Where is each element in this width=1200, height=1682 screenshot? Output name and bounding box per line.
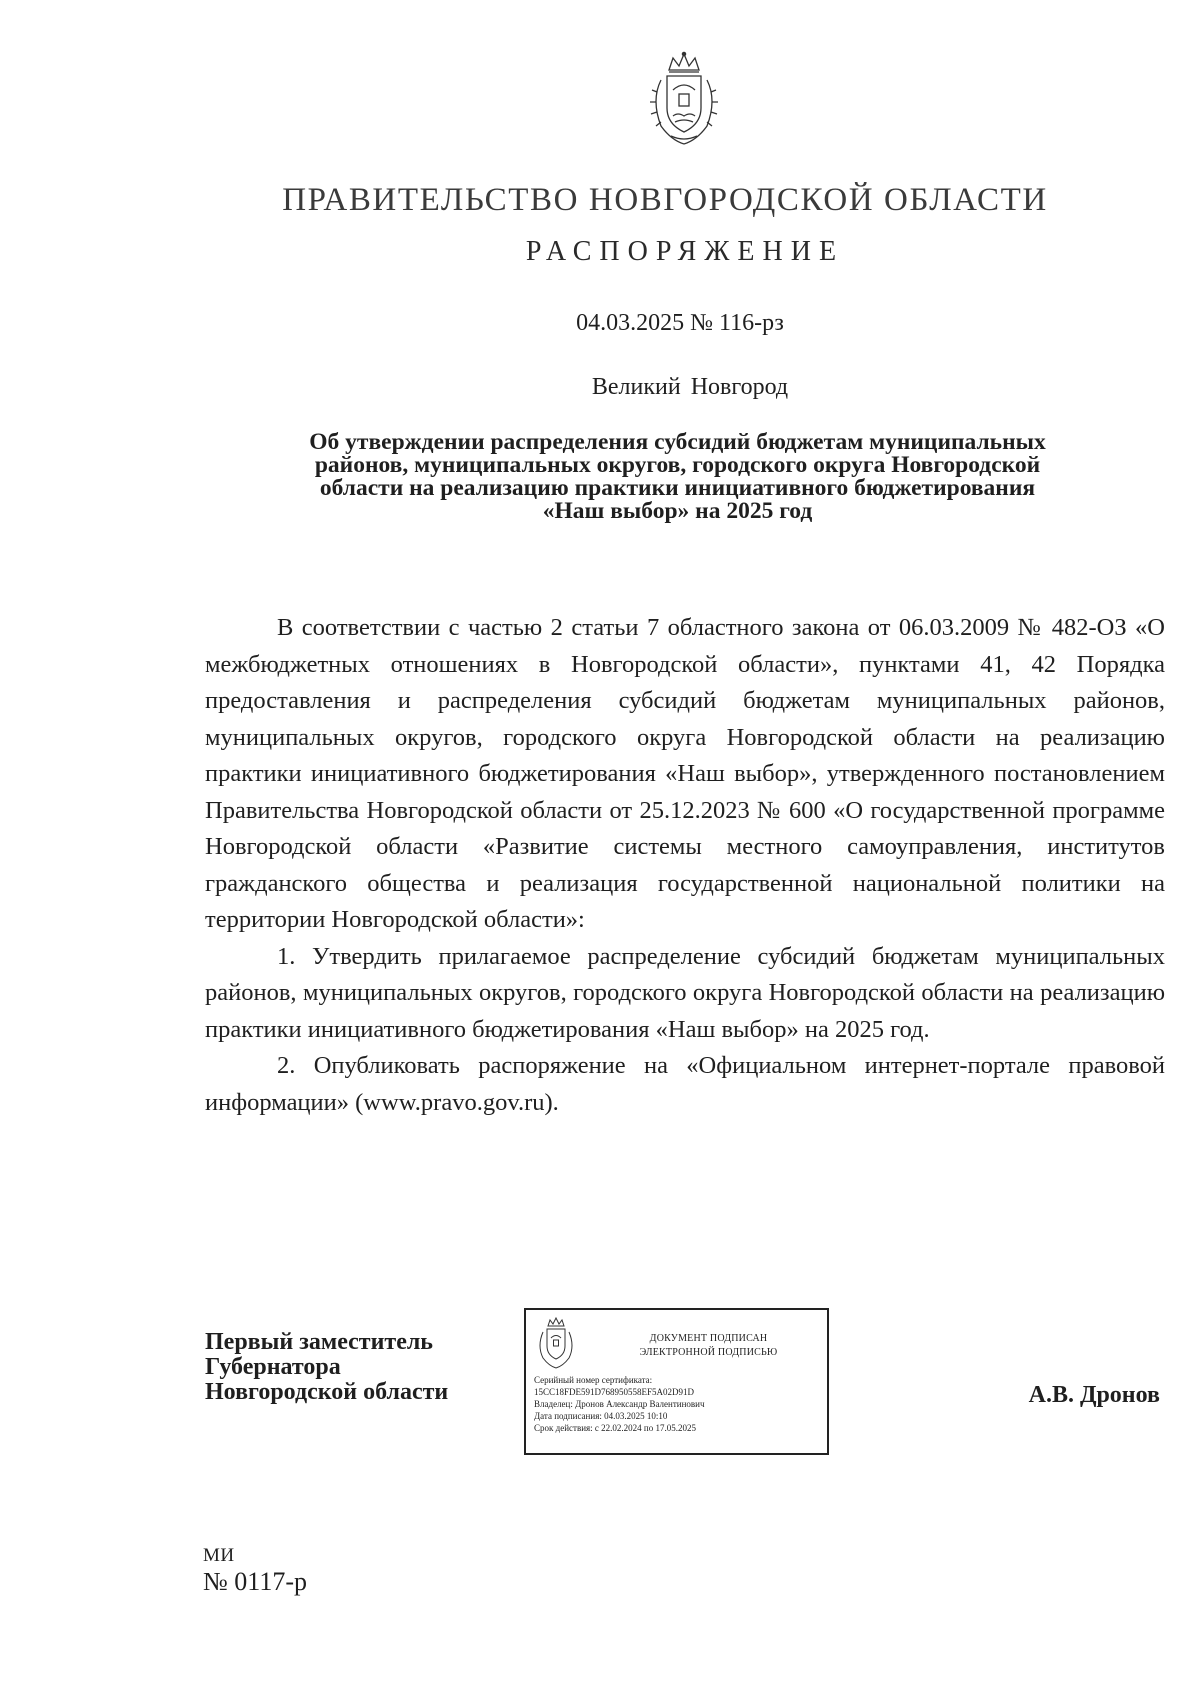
document-place: Великий Новгород	[591, 374, 789, 400]
electronic-signature-stamp	[524, 1308, 829, 1455]
document-type: РАСПОРЯЖЕНИЕ	[525, 236, 845, 267]
novgorod-coat-of-arms-icon	[643, 50, 725, 148]
preamble-paragraph: В соответствии с частью 2 статьи 7 областного закона от 06.03.2009 № 482-ОЗ «О межбюджетных отношениях в Новгородской области», пунктами 41, 42 Порядка предоставления и распределения субсидий бюджетам муниципальных районов, муниципальных округов, городского округа Новгородской области на реализацию практики инициативного бюджетирования «Наш выбор», утвержденного постановлением Правительства Новгородской области от 25.12.2023 № 600 «О государственной программе Новгородской области «Развитие системы местного самоуправления, институтов гражданского общества и реализация государственной национальной политики на территории Новгородской области»:	[205, 614, 1165, 933]
signatory-position-line: Первый заместитель	[205, 1329, 433, 1355]
document-date-number: 04.03.2025 № 116-рз	[576, 310, 784, 336]
stamp-heading-line: ДОКУМЕНТ ПОДПИСАН	[649, 1333, 768, 1344]
document-title-line: «Наш выбор» на 2025 год	[542, 498, 813, 524]
stamp-details	[534, 1374, 824, 1434]
document-title-line: Об утверждении распределения субсидий бюджетам муниципальных	[309, 429, 1046, 455]
signatory-position	[205, 1330, 505, 1405]
certificate-owner: Владелец: Дронов Александр Валентинович	[534, 1399, 705, 1409]
government-name: ПРАВИТЕЛЬСТВО НОВГОРОДСКОЙ ОБЛАСТИ	[282, 182, 1048, 218]
document-title-line: районов, муниципальных округов, городского округа Новгородской	[314, 452, 1041, 478]
executor-initials: МИ	[203, 1545, 235, 1566]
novgorod-coat-of-arms-icon	[534, 1316, 578, 1370]
registration-number: № 0117-р	[203, 1567, 307, 1596]
certificate-label: Серийный номер сертификата:	[534, 1375, 653, 1385]
document-body	[205, 610, 1165, 1121]
signatory-position-line: Новгородской области	[205, 1379, 449, 1405]
stamp-heading	[596, 1332, 821, 1360]
stamp-heading-line: ЭЛЕКТРОННОЙ ПОДПИСЬЮ	[639, 1347, 778, 1358]
item-1-paragraph: 1. Утвердить прилагаемое распределение субсидий бюджетам муниципальных районов, муниципальных округов, городского округа Новгородской области на реализацию практики инициативного бюджетирования «Наш выбор» на 2025 год.	[205, 942, 1165, 1043]
signatory-name: А.В. Дронов	[1028, 1382, 1160, 1408]
registration-note	[203, 1545, 307, 1597]
certificate-serial: 15CC18FDE591D768950558EF5A02D91D	[534, 1387, 695, 1397]
signing-date: Дата подписания: 04.03.2025 10:10	[534, 1411, 668, 1421]
signatory-position-line: Губернатора	[205, 1354, 341, 1380]
item-2-paragraph: 2. Опубликовать распоряжение на «Официальном интернет-портале правовой информации» (www.pravo.gov.ru).	[205, 1052, 1165, 1116]
certificate-validity: Срок действия: с 22.02.2024 по 17.05.2025	[534, 1423, 696, 1433]
document-title	[205, 431, 1150, 523]
document-title-line: области на реализацию практики инициативного бюджетирования	[319, 475, 1036, 501]
